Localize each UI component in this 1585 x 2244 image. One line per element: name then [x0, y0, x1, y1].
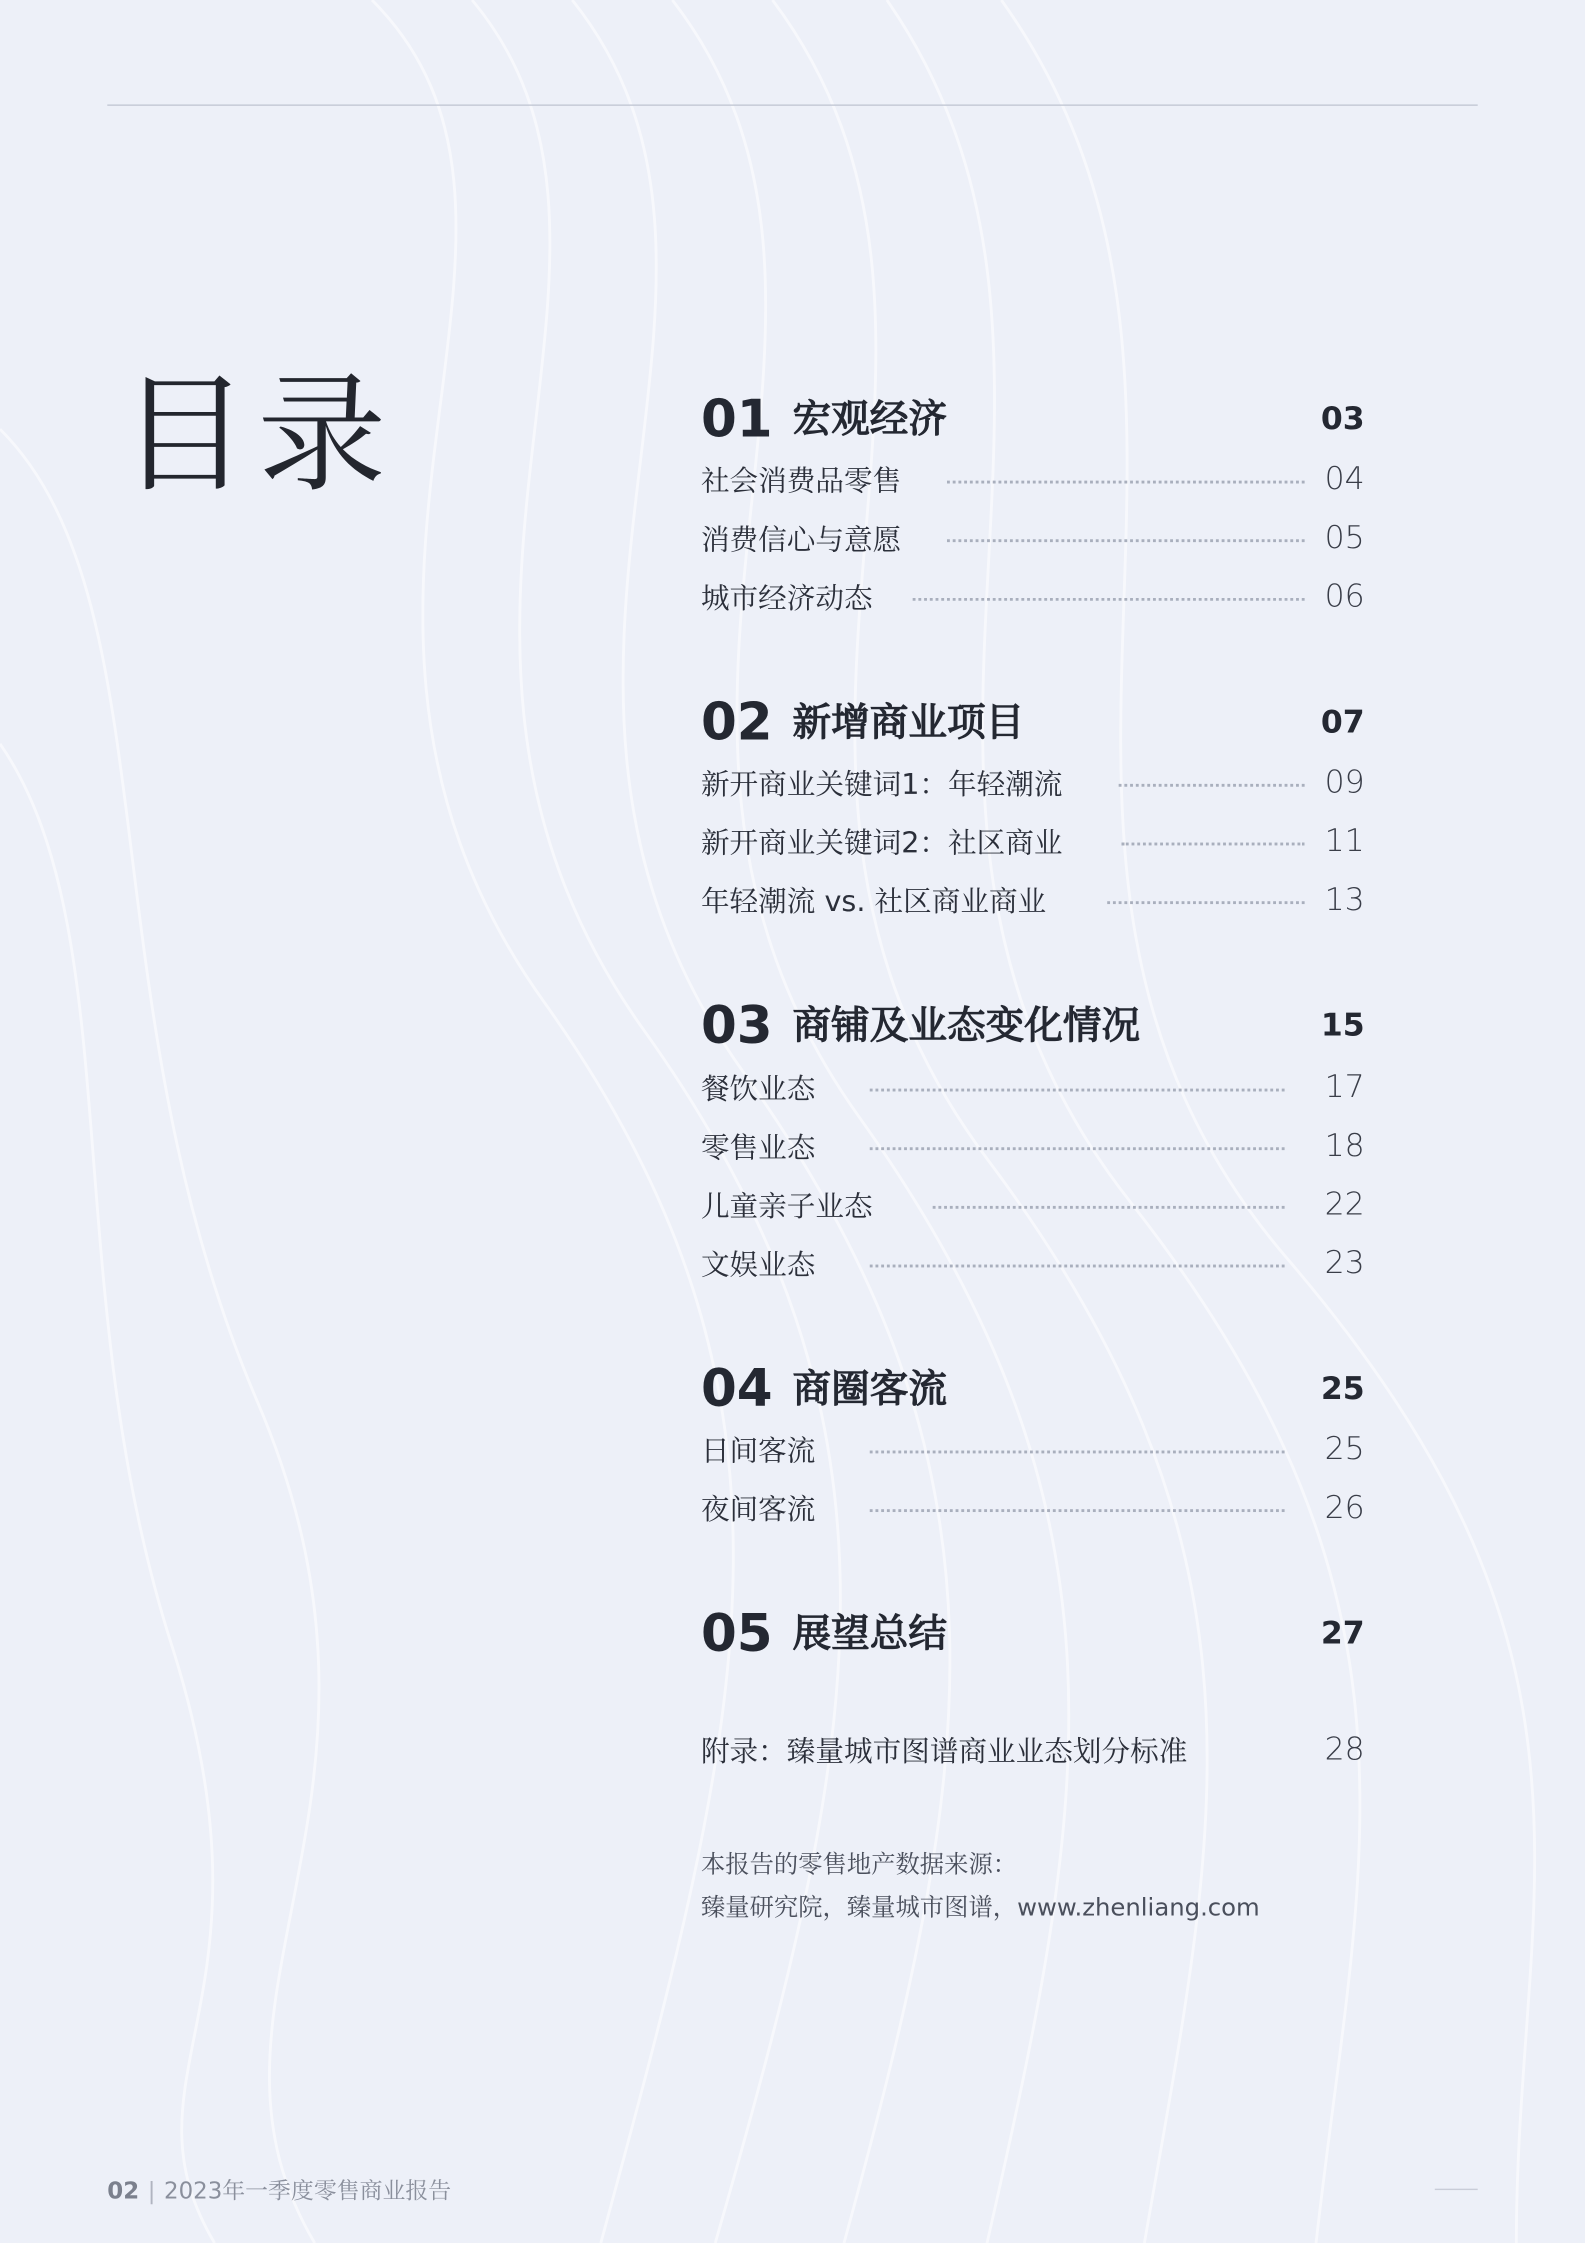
- toc-item-page: 11: [1324, 823, 1365, 860]
- appendix-label: 附录：臻量城市图谱商业业态划分标准: [700, 1733, 1188, 1769]
- section-title: 新增商业项目: [792, 700, 1025, 746]
- toc-item-label: 新开商业关键词1：年轻潮流: [700, 766, 1063, 802]
- toc-item-page: 09: [1324, 765, 1365, 802]
- toc-item[interactable]: [701, 821, 1365, 864]
- toc-section-03[interactable]: [701, 996, 1365, 1059]
- footer-mark: [1435, 2189, 1478, 2190]
- toc-item-page: 06: [1324, 579, 1365, 616]
- dotted-leader: [947, 539, 1305, 542]
- footer-separator: |: [147, 2177, 156, 2205]
- toc-section-02[interactable]: [701, 692, 1365, 755]
- toc-item-label: 新开商业关键词2：社区商业: [700, 825, 1063, 860]
- dotted-leader: [933, 1206, 1285, 1209]
- section-page-number: 03: [1320, 401, 1365, 438]
- toc-item-label: 夜间客流: [700, 1492, 816, 1527]
- toc-item[interactable]: [701, 762, 1365, 805]
- footer-page-number: 02: [107, 2177, 140, 2205]
- section-page-number: 15: [1320, 1008, 1365, 1045]
- toc-item-label: 日间客流: [700, 1433, 816, 1468]
- dotted-leader: [870, 1147, 1285, 1150]
- toc-item[interactable]: [701, 1429, 1365, 1472]
- toc-item[interactable]: [701, 518, 1365, 561]
- toc-item[interactable]: [701, 1126, 1365, 1169]
- dotted-leader: [870, 1089, 1285, 1092]
- section-title: 商圈客流: [792, 1367, 947, 1412]
- toc-item[interactable]: [701, 880, 1365, 923]
- section-page-number: 27: [1320, 1616, 1365, 1653]
- dotted-leader: [870, 1265, 1285, 1268]
- toc-item-page: 26: [1324, 1490, 1365, 1527]
- toc-item-label: 餐饮业态: [700, 1071, 816, 1106]
- toc-item-page: 22: [1324, 1187, 1365, 1224]
- toc-item-page: 17: [1324, 1070, 1365, 1106]
- section-title: 宏观经济: [792, 397, 947, 443]
- toc-item-label: 儿童亲子业态: [700, 1188, 873, 1224]
- toc-item[interactable]: [701, 1488, 1365, 1531]
- section-number: 01: [700, 390, 773, 450]
- toc-item-label: 文娱业态: [700, 1247, 816, 1282]
- section-number: 05: [700, 1605, 773, 1664]
- toc-item[interactable]: [701, 459, 1365, 502]
- appendix-page: 28: [1324, 1732, 1365, 1769]
- page-footer: [107, 2174, 451, 2208]
- toc-section-01[interactable]: [701, 389, 1365, 452]
- dotted-leader: [947, 481, 1305, 484]
- top-divider-line: [107, 104, 1477, 105]
- toc-item-page: 13: [1324, 882, 1365, 919]
- dotted-leader: [1119, 784, 1305, 787]
- footer-report-title: 2023年一季度零售商业报告: [164, 2177, 452, 2205]
- toc-item-label: 年轻潮流 vs. 社区商业商业: [700, 884, 1047, 919]
- toc-section-04[interactable]: [701, 1359, 1365, 1422]
- dotted-leader: [1122, 843, 1305, 846]
- section-page-number: 07: [1320, 705, 1365, 741]
- toc-item-label: 消费信心与意愿: [700, 522, 902, 557]
- toc-item-label: 社会消费品零售: [700, 463, 902, 498]
- section-number: 02: [700, 693, 773, 753]
- toc-item[interactable]: [701, 1067, 1365, 1110]
- toc-item-label: 零售业态: [700, 1130, 816, 1165]
- section-number: 03: [700, 997, 773, 1056]
- toc-item-page: 18: [1324, 1128, 1365, 1165]
- page-title: 目录: [120, 360, 395, 511]
- dotted-leader: [870, 1509, 1285, 1512]
- section-title: 商铺及业态变化情况: [792, 1004, 1141, 1049]
- toc-item-page: 05: [1324, 520, 1365, 557]
- toc-item[interactable]: [701, 1184, 1365, 1227]
- section-page-number: 25: [1320, 1371, 1365, 1408]
- toc-item-page: 23: [1324, 1245, 1365, 1282]
- data-source-line1: 本报告的零售地产数据来源：: [700, 1851, 1018, 1880]
- toc-item-page: 25: [1324, 1431, 1365, 1468]
- data-source-line2: 臻量研究院，臻量城市图谱，www.zhenliang.com: [700, 1893, 1260, 1923]
- section-number: 04: [700, 1360, 773, 1420]
- dotted-leader: [1107, 901, 1304, 904]
- section-title: 展望总结: [792, 1612, 947, 1657]
- toc-item[interactable]: [701, 576, 1365, 619]
- toc-appendix[interactable]: [701, 1729, 1365, 1772]
- dotted-leader: [870, 1451, 1285, 1454]
- dotted-leader: [913, 598, 1305, 601]
- toc-item[interactable]: [701, 1243, 1365, 1286]
- toc-section-05[interactable]: [701, 1604, 1365, 1667]
- toc-item-page: 04: [1324, 462, 1365, 498]
- toc-item-label: 城市经济动态: [700, 580, 873, 616]
